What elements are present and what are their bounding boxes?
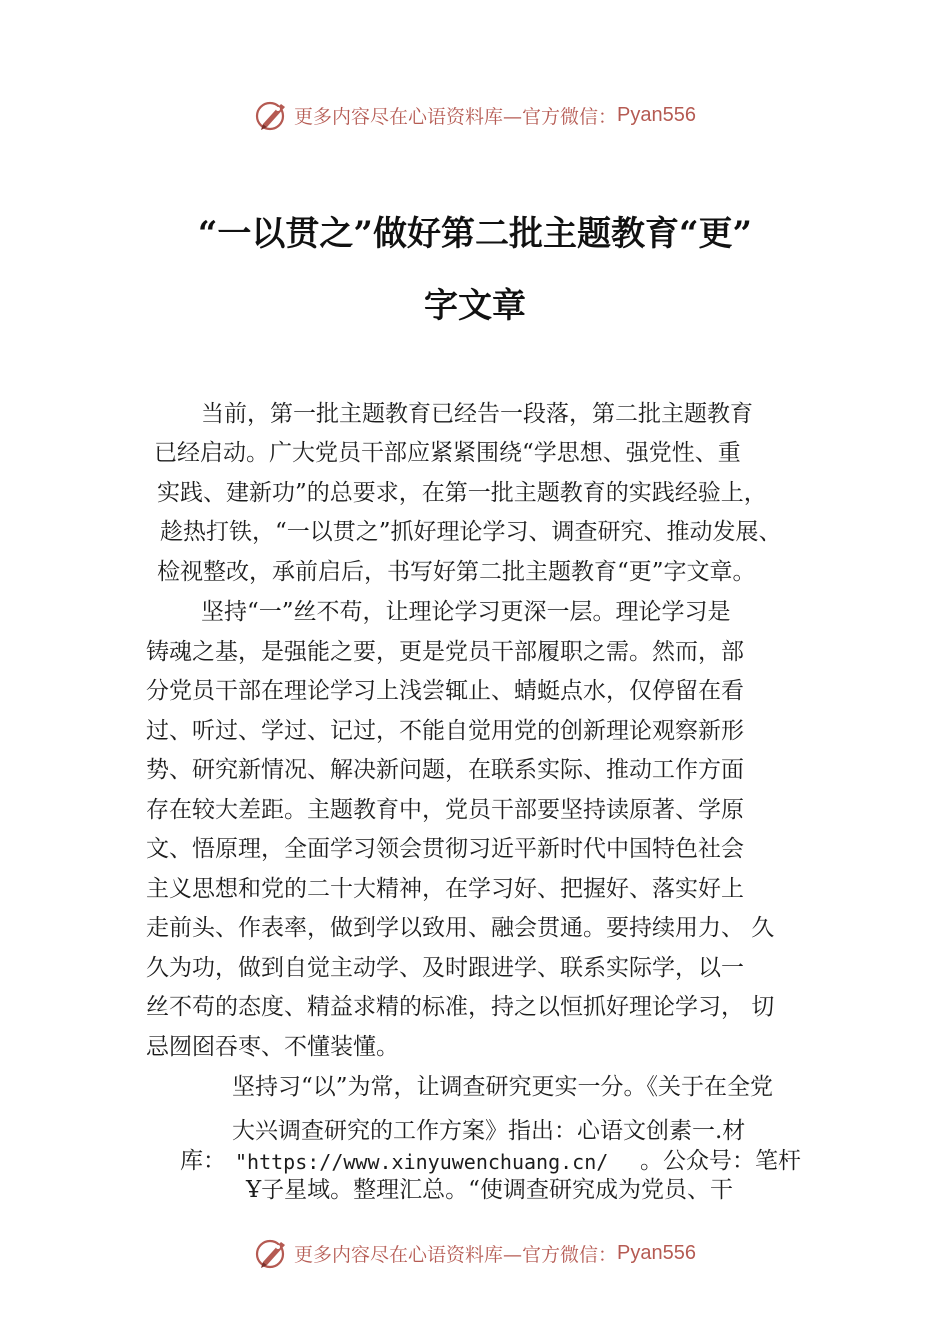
body-line: 势、研究新情况、解决新问题，在联系实际、推动工作方面 xyxy=(146,757,744,783)
body-line: 大兴调查研究的工作方案》指出：心语文创素一.材 xyxy=(232,1118,746,1144)
source-url-text: "https://www.xinyuwenchuang.cn/ xyxy=(235,1150,609,1174)
body-line: 丝不苟的态度、精益求精的标准，持之以恒抓好理论学习， 切 xyxy=(146,994,775,1020)
pen-logo-icon xyxy=(254,1235,290,1271)
body-line: 走前头、作表率，做到学以致用、融会贯通。要持续用力、 久 xyxy=(146,915,775,941)
banner-text: 更多内容尽在心语资料库—官方微信： xyxy=(294,105,618,128)
body-line: 库： xyxy=(180,1148,226,1174)
body-line: 文、悟原理，全面学习领会贯彻习近平新时代中国特色社会 xyxy=(146,836,744,862)
banner-wechat-id: Pyan556 xyxy=(617,1241,696,1264)
body-line: 已经启动。广大党员干部应紧紧围绕“学思想、强党性、重 xyxy=(154,440,741,466)
body-line: 实践、建新功”的总要求，在第一批主题教育的实践经验上， xyxy=(157,480,767,506)
body-line: 坚持习“以”为常，让调查研究更实一分。《关于在全党 xyxy=(232,1074,774,1100)
body-line: 趁热打铁，“一以贯之”抓好理论学习、调查研究、推动发展、 xyxy=(160,519,782,545)
pen-logo-icon xyxy=(254,97,290,133)
body-line: 存在较大差距。主题教育中，党员干部要坚持读原著、学原 xyxy=(146,797,744,823)
body-line: 久为功，做到自觉主动学、及时跟进学、联系实际学，以一 xyxy=(146,955,744,981)
body-line: 检视整改，承前启后，书写好第二批主题教育“更”字文章。 xyxy=(157,559,756,585)
banner-text: 更多内容尽在心语资料库—官方微信： xyxy=(294,1243,618,1266)
body-line: 坚持“一”丝不苟，让理论学习更深一层。理论学习是 xyxy=(201,599,731,625)
footer-watermark-banner xyxy=(0,1233,950,1273)
body-line: Ұ子星域。整理汇总。“使调查研究成为党员、干 xyxy=(246,1177,733,1203)
document-title-line-2: 字文章 xyxy=(424,286,526,326)
body-line: 忌囫囵吞枣、不懂装懂。 xyxy=(146,1034,399,1060)
document-title-line-1: “一以贯之”做好第二批主题教育“更” xyxy=(197,214,753,254)
body-line: 过、听过、学过、记过，不能自觉用党的创新理论观察新形 xyxy=(146,718,744,744)
banner-wechat-id: Pyan556 xyxy=(617,103,696,126)
body-line: 主义思想和党的二十大精神，在学习好、把握好、落实好上 xyxy=(146,876,744,902)
body-line: 分党员干部在理论学习上浅尝辄止、蜻蜓点水，仅停留在看 xyxy=(146,678,744,704)
body-line: 。公众号：笔杆 xyxy=(640,1148,801,1174)
body-line: 当前，第一批主题教育已经告一段落，第二批主题教育 xyxy=(201,401,753,427)
header-watermark-banner xyxy=(0,95,950,135)
body-line: 铸魂之基，是强能之要，更是党员干部履职之需。然而，部 xyxy=(146,639,744,665)
